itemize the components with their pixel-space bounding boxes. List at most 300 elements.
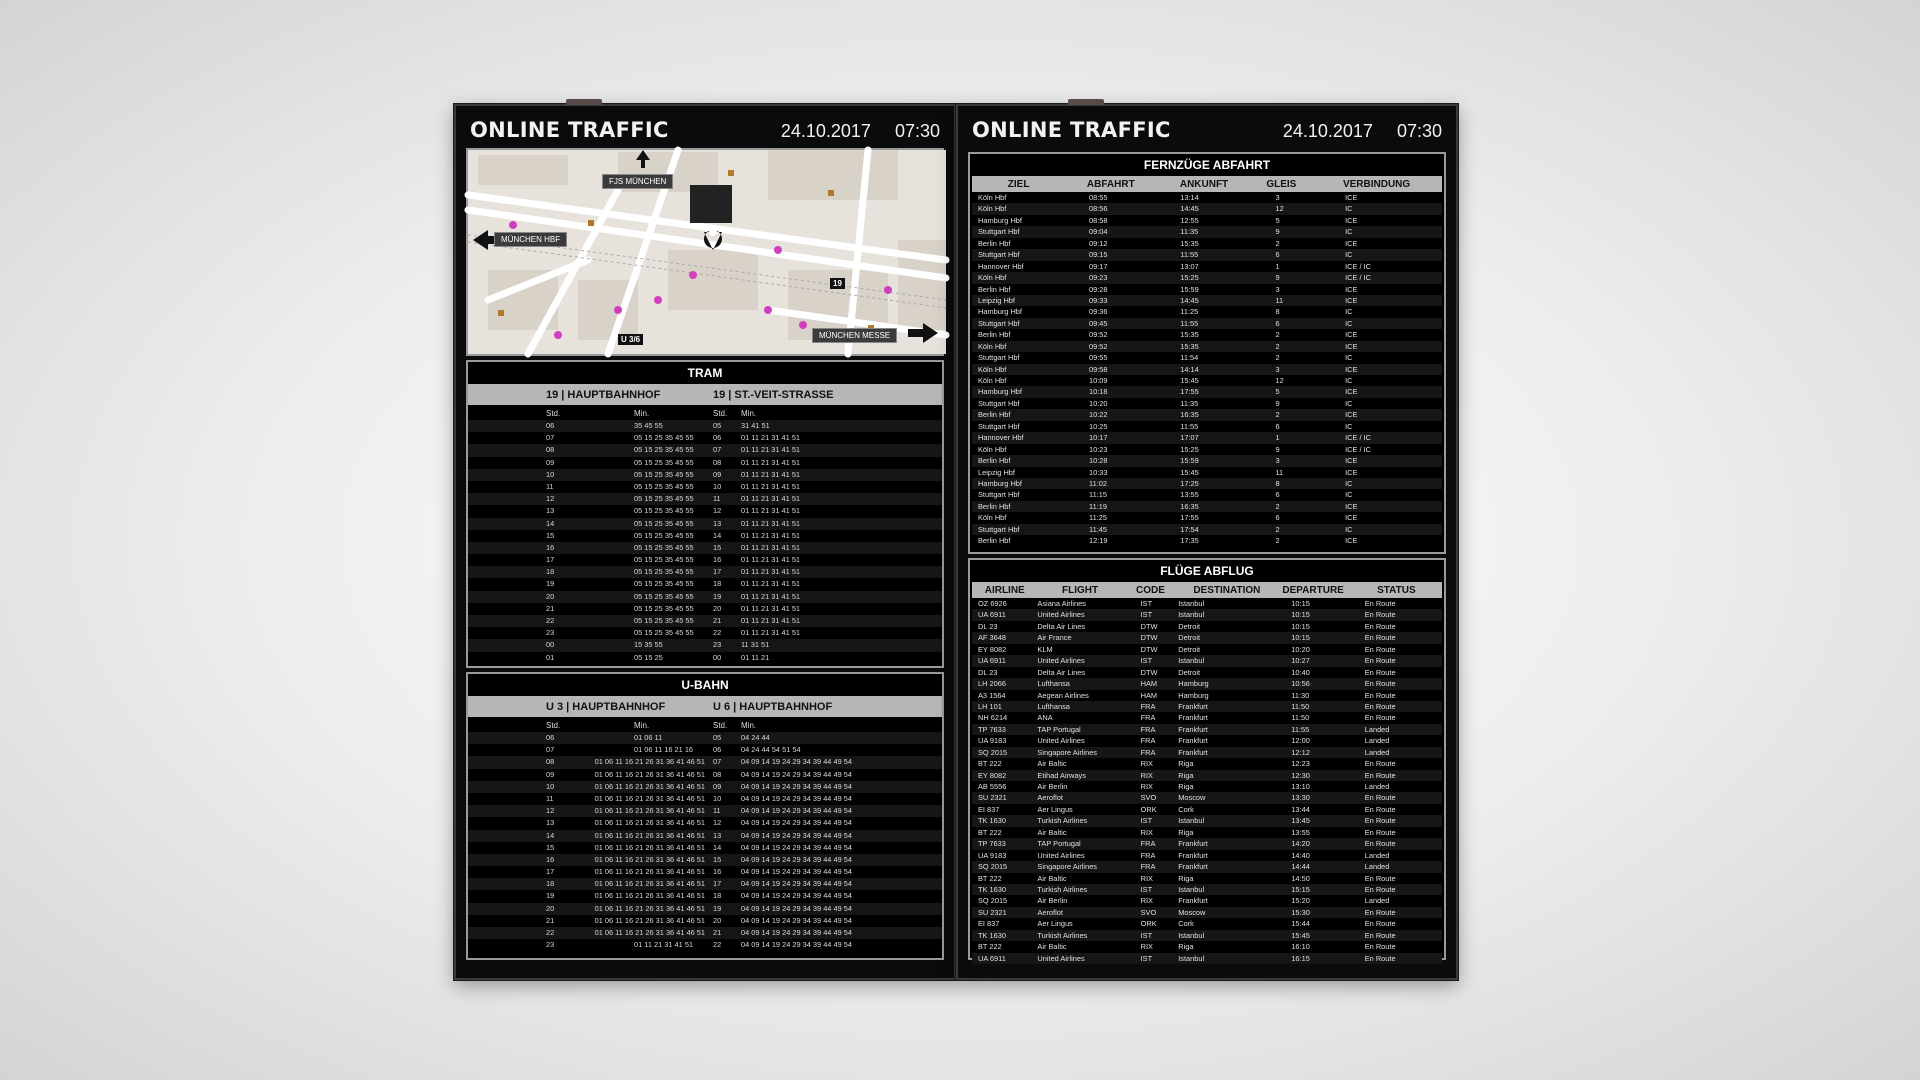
table-cell: TK 1630 [978, 816, 1006, 826]
minutes-cell: 05 15 25 35 45 55 [634, 457, 694, 467]
table-cell: FRA [1140, 713, 1156, 723]
table-cell: Hamburg [1178, 679, 1209, 689]
table-cell: 15:45 [1180, 467, 1199, 477]
timetable-row [705, 444, 942, 456]
table-cell: Landed [1364, 782, 1390, 791]
table-cell: SVO [1140, 793, 1157, 803]
table-row [972, 770, 1442, 781]
table-cell: IC [1345, 204, 1353, 214]
ubahn-title: U-BAHN [681, 678, 729, 692]
table-cell: Air Berlin [1037, 782, 1068, 791]
hour-cell: 16 [713, 555, 722, 565]
table-cell: TP 7633 [978, 724, 1006, 734]
timetable-row [468, 732, 705, 744]
hour-cell: 19 [713, 903, 722, 913]
table-cell: 2 [1275, 238, 1280, 248]
table-cell: BT 222 [978, 759, 1002, 769]
minutes-cell: 04 09 14 19 24 29 34 39 44 49 54 [741, 830, 852, 840]
minutes-cell: 01 11 21 31 41 51 [741, 433, 801, 443]
timetable-row [705, 578, 942, 590]
column-header: AIRLINE [984, 584, 1025, 596]
timetable-row [705, 903, 942, 915]
table-cell: Cork [1178, 804, 1194, 814]
city-map[interactable] [466, 148, 944, 356]
timetable-row [468, 915, 705, 927]
hour-cell: 21 [546, 603, 555, 613]
table-cell: DTW [1140, 667, 1158, 677]
table-cell: 15:30 [1291, 907, 1310, 917]
table-cell: Landed [1364, 724, 1390, 734]
minutes-cell: 01 06 11 16 21 26 31 36 41 46 51 [594, 879, 705, 889]
minutes-cell: 01 11 21 31 41 51 [741, 542, 801, 552]
timetable-row [705, 542, 942, 554]
minutes-cell: 04 09 14 19 24 29 34 39 44 49 54 [741, 867, 852, 877]
table-cell: Istanbul [1178, 599, 1205, 608]
table-cell: Stuttgart Hbf [978, 227, 1020, 237]
hour-cell: 16 [713, 867, 722, 877]
table-row [972, 598, 1442, 609]
table-cell: Moscow [1178, 907, 1206, 917]
map-graphic [468, 150, 946, 354]
min-label: Min. [634, 409, 650, 418]
table-cell: AF 3648 [978, 633, 1006, 643]
table-cell: En Route [1364, 816, 1396, 826]
table-row [972, 535, 1442, 546]
minutes-cell: 05 15 25 35 45 55 [634, 433, 694, 443]
minutes-cell: 01 06 11 16 21 26 31 36 41 46 51 [594, 830, 705, 840]
table-cell: TAP Portugal [1037, 724, 1081, 734]
timetable-row [468, 627, 705, 639]
table-cell: ICE [1345, 238, 1358, 248]
table-cell: FRA [1140, 724, 1156, 734]
table-cell: SQ 2015 [978, 862, 1008, 872]
timetable-row [705, 817, 942, 829]
minutes-cell: 01 06 11 16 21 26 31 36 41 46 51 [594, 867, 705, 877]
table-cell: IC [1345, 376, 1353, 385]
table-row [972, 609, 1442, 620]
table-row [972, 712, 1442, 723]
table-cell: Istanbul [1178, 656, 1205, 666]
table-cell: 5 [1275, 215, 1280, 225]
table-cell: Moscow [1178, 793, 1206, 803]
table-cell: IST [1140, 816, 1153, 826]
table-cell: IST [1140, 610, 1153, 620]
hour-cell: 18 [713, 579, 722, 589]
hour-cell: 17 [546, 867, 555, 877]
table-cell: AB 5556 [978, 782, 1007, 791]
timetable-row [705, 842, 942, 854]
timetable-row [705, 518, 942, 530]
table-cell: ICE [1345, 467, 1358, 477]
timetable-row [468, 756, 705, 768]
minutes-cell: 01 11 21 31 41 51 [741, 481, 801, 491]
timetable-row [705, 432, 942, 444]
table-cell: 13:45 [1291, 816, 1310, 826]
table-cell: 15:59 [1180, 284, 1199, 294]
table-cell: 2 [1275, 524, 1280, 534]
minutes-cell: 01 11 21 31 41 51 [741, 494, 801, 504]
table-cell: 10:15 [1291, 610, 1310, 620]
table-cell: 09:33 [1089, 295, 1108, 305]
timetable-row [468, 554, 705, 566]
table-cell: ICE / IC [1345, 444, 1371, 454]
timetable-row [468, 842, 705, 854]
table-cell: ICE [1345, 501, 1358, 511]
hour-cell: 00 [713, 652, 722, 662]
tram-left-column [468, 384, 705, 664]
hour-cell: 12 [713, 818, 722, 828]
table-cell: ICE [1345, 193, 1358, 202]
min-label: Min. [634, 721, 650, 730]
table-row [972, 215, 1442, 226]
hour-cell: 15 [546, 842, 555, 852]
table-cell: 10:56 [1291, 679, 1310, 689]
minutes-cell: 04 09 14 19 24 29 34 39 44 49 54 [741, 928, 852, 937]
table-cell: 16:10 [1291, 942, 1310, 952]
table-cell: En Route [1364, 839, 1396, 849]
minutes-cell: 05 15 25 35 45 55 [634, 530, 694, 540]
timetable-row [468, 566, 705, 578]
timetable-row [468, 542, 705, 554]
table-cell: ICE [1345, 330, 1358, 340]
hour-cell: 19 [713, 591, 722, 601]
timetable-row [468, 854, 705, 866]
table-cell: Köln Hbf [978, 193, 1007, 202]
table-row [972, 655, 1442, 666]
table-row [972, 747, 1442, 758]
table-cell: En Route [1364, 610, 1396, 620]
timetable-row [705, 566, 942, 578]
timetable-row [468, 639, 705, 651]
flights-title: FLÜGE ABFLUG [1160, 564, 1254, 578]
table-row [972, 341, 1442, 352]
minutes-cell: 05 15 25 35 45 55 [634, 555, 694, 565]
table-cell: 15:35 [1180, 238, 1199, 248]
table-cell: Hamburg Hbf [978, 478, 1022, 488]
table-cell: 16:35 [1180, 501, 1199, 511]
minutes-cell: 04 24 44 54 51 54 [741, 745, 801, 755]
table-cell: 2 [1275, 410, 1280, 420]
map-label-messe[interactable]: MÜNCHEN MESSE [812, 328, 897, 343]
table-row [972, 907, 1442, 918]
tram-left-rows [468, 420, 705, 664]
hour-cell: 14 [546, 518, 555, 528]
table-row [972, 953, 1442, 964]
table-cell: TK 1630 [978, 884, 1006, 894]
hour-cell: 08 [713, 769, 722, 779]
table-row [972, 306, 1442, 317]
table-cell: 15:15 [1291, 884, 1310, 894]
table-cell: 8 [1275, 307, 1280, 317]
table-row [972, 644, 1442, 655]
table-row [972, 398, 1442, 409]
minutes-cell: 01 11 21 31 41 51 [741, 518, 801, 528]
minutes-cell: 01 06 11 [634, 733, 663, 742]
table-cell: 11:35 [1180, 398, 1199, 408]
table-row [972, 667, 1442, 678]
ubahn-right-column [705, 696, 942, 951]
minutes-cell: 11 31 51 [741, 640, 770, 650]
table-cell: Köln Hbf [978, 273, 1007, 283]
table-cell: 11:55 [1180, 318, 1199, 328]
bezel-tab [1068, 99, 1104, 105]
table-cell: 9 [1275, 398, 1280, 408]
timetable-row [705, 505, 942, 517]
table-cell: Berlin Hbf [978, 330, 1011, 340]
table-cell: FRA [1140, 850, 1156, 860]
table-cell: Turkish Airlines [1037, 930, 1088, 940]
minutes-cell: 15 35 55 [634, 640, 663, 650]
table-cell: 10:09 [1089, 376, 1108, 385]
minutes-cell: 04 09 14 19 24 29 34 39 44 49 54 [741, 769, 852, 779]
column-header: DEPARTURE [1282, 584, 1344, 596]
hour-cell: 13 [713, 518, 722, 528]
ubahn-line-badge: U 3/6 [618, 334, 643, 345]
timetable-row [468, 432, 705, 444]
table-cell: IC [1345, 398, 1353, 408]
table-cell: ICE [1345, 513, 1358, 523]
table-cell: DTW [1140, 633, 1158, 643]
table-cell: SQ 2015 [978, 747, 1008, 757]
table-cell: Leipzig Hbf [978, 467, 1015, 477]
table-cell: Air Baltic [1037, 827, 1067, 837]
header-time: 07:30 [1396, 121, 1442, 141]
timetable-row [705, 781, 942, 793]
minutes-cell: 01 06 11 16 21 26 31 36 41 46 51 [594, 891, 705, 901]
table-cell: 10:28 [1089, 456, 1108, 466]
table-cell: Frankfurt [1178, 736, 1208, 746]
timetable-row [705, 732, 942, 744]
table-cell: Landed [1364, 736, 1390, 746]
table-cell: En Route [1364, 599, 1396, 608]
table-row [972, 478, 1442, 489]
timetable-row [705, 530, 942, 542]
table-cell: 11 [1275, 295, 1284, 305]
table-cell: IC [1345, 318, 1353, 328]
hour-cell: 17 [713, 567, 722, 577]
page-title: ONLINE TRAFFIC [470, 118, 669, 142]
table-cell: 11:02 [1089, 478, 1107, 488]
table-row [972, 632, 1442, 643]
table-cell: 9 [1275, 273, 1280, 283]
table-cell: 08:58 [1089, 215, 1108, 225]
table-cell: 11:50 [1291, 713, 1310, 723]
std-label: Std. [713, 409, 728, 418]
table-cell: Istanbul [1178, 953, 1205, 963]
table-cell: Frankfurt [1178, 850, 1208, 860]
hour-cell: 09 [713, 469, 722, 479]
timetable-row [468, 615, 705, 627]
timetable-row [468, 530, 705, 542]
table-cell: Istanbul [1178, 930, 1205, 940]
hour-cell: 11 [713, 494, 721, 504]
table-cell: 09:52 [1089, 330, 1108, 340]
trains-title: FERNZÜGE ABFAHRT [1143, 158, 1271, 172]
hour-cell: 19 [546, 891, 555, 901]
table-cell: 3 [1275, 284, 1280, 294]
table-cell: ICE [1345, 284, 1358, 294]
table-cell: EI 837 [978, 804, 1000, 814]
hour-cell: 15 [713, 542, 722, 552]
timetable-row [468, 939, 705, 951]
table-row [972, 261, 1442, 272]
table-cell: 11:15 [1089, 490, 1107, 500]
table-cell: Hamburg Hbf [978, 215, 1022, 225]
table-cell: 9 [1275, 444, 1280, 454]
minutes-cell: 01 11 21 31 41 51 [741, 579, 801, 589]
table-cell: IST [1140, 599, 1153, 608]
table-cell: OZ 6926 [978, 599, 1007, 608]
table-cell: Berlin Hbf [978, 410, 1011, 420]
table-cell: 11:54 [1180, 353, 1199, 363]
table-row [972, 455, 1442, 466]
table-cell: Stuttgart Hbf [978, 524, 1020, 534]
table-row [972, 444, 1442, 455]
table-cell: 11:19 [1089, 501, 1107, 511]
table-row [972, 838, 1442, 849]
minutes-cell: 04 24 44 [741, 733, 770, 742]
table-cell: Riga [1178, 759, 1194, 769]
hour-cell: 18 [713, 891, 722, 901]
table-cell: 5 [1275, 387, 1280, 397]
minutes-cell: 01 11 21 31 41 51 [741, 591, 801, 601]
table-row [972, 249, 1442, 260]
minutes-cell: 01 06 11 16 21 26 31 36 41 46 51 [594, 806, 705, 816]
table-cell: 10:40 [1291, 667, 1310, 677]
minutes-cell: 05 15 25 35 45 55 [634, 481, 694, 491]
table-cell: 10:23 [1089, 444, 1108, 454]
header-date: 24.10.2017 [780, 121, 871, 141]
table-cell: FRA [1140, 839, 1156, 849]
minutes-cell: 31 41 51 [741, 421, 770, 430]
minutes-cell: 01 11 21 31 41 51 [741, 555, 801, 565]
table-cell: Berlin Hbf [978, 284, 1011, 294]
table-row [972, 895, 1442, 906]
minutes-cell: 04 09 14 19 24 29 34 39 44 49 54 [741, 806, 852, 816]
table-cell: En Route [1364, 907, 1396, 917]
table-cell: En Route [1364, 667, 1396, 677]
table-cell: 15:45 [1291, 930, 1310, 940]
map-label-hbf[interactable]: MÜNCHEN HBF [494, 232, 567, 247]
table-row [972, 467, 1442, 478]
table-cell: IC [1345, 227, 1353, 237]
table-cell: 2 [1275, 341, 1280, 351]
column-header: FLIGHT [1062, 584, 1099, 596]
table-cell: 11:25 [1089, 513, 1107, 523]
hour-cell: 10 [546, 781, 555, 791]
minutes-cell: 01 11 21 31 41 51 [741, 603, 801, 613]
ubahn-right-rows [705, 732, 942, 951]
std-label: Std. [546, 409, 561, 418]
table-row [972, 873, 1442, 884]
minutes-cell: 01 06 11 16 21 26 31 36 41 46 51 [594, 793, 705, 803]
table-cell: United Airlines [1037, 953, 1085, 963]
table-cell: Stuttgart Hbf [978, 490, 1020, 500]
table-row [972, 701, 1442, 712]
hour-cell: 12 [713, 506, 722, 516]
table-cell: 17:54 [1180, 524, 1199, 534]
table-cell: 6 [1275, 250, 1280, 260]
table-cell: 09:15 [1089, 250, 1108, 260]
table-cell: 10:33 [1089, 467, 1108, 477]
table-cell: 2 [1275, 330, 1280, 340]
table-cell: United Airlines [1037, 736, 1085, 746]
table-cell: Detroit [1178, 621, 1201, 631]
table-cell: Turkish Airlines [1037, 884, 1088, 894]
table-cell: 11:50 [1291, 701, 1310, 711]
table-cell: LH 2066 [978, 679, 1006, 689]
tram-line-badge: 19 [830, 278, 845, 289]
table-row [972, 735, 1442, 746]
table-cell: 09:52 [1089, 341, 1108, 351]
table-row [972, 364, 1442, 375]
flights-panel [968, 558, 1446, 963]
table-cell: 13:14 [1180, 193, 1199, 202]
table-cell: BT 222 [978, 873, 1002, 883]
table-cell: 15:20 [1291, 896, 1310, 906]
minutes-cell: 05 15 25 35 45 55 [634, 579, 694, 589]
hour-cell: 17 [546, 555, 555, 565]
table-cell: Air Berlin [1037, 896, 1068, 906]
right-display [956, 104, 1458, 980]
table-cell: ORK [1140, 919, 1157, 929]
minutes-cell: 35 45 55 [634, 421, 663, 430]
table-row [972, 203, 1442, 214]
table-cell: 1 [1275, 433, 1280, 443]
minutes-cell: 05 15 25 35 45 55 [634, 445, 694, 455]
table-cell: DL 23 [978, 667, 998, 677]
minutes-cell: 04 09 14 19 24 29 34 39 44 49 54 [741, 915, 852, 925]
table-cell: Landed [1364, 850, 1390, 860]
timetable-row [468, 457, 705, 469]
table-cell: 3 [1275, 456, 1280, 466]
timetable-row [705, 866, 942, 878]
hour-cell: 20 [713, 915, 722, 925]
minutes-cell: 05 15 25 35 45 55 [634, 469, 694, 479]
table-cell: NH 6214 [978, 713, 1008, 723]
timetable-row [705, 639, 942, 651]
ubahn-timetable [466, 672, 944, 960]
table-cell: IC [1345, 524, 1353, 534]
table-cell: En Route [1364, 873, 1396, 883]
table-cell: FRA [1140, 701, 1156, 711]
table-cell: BT 222 [978, 942, 1002, 952]
table-row [972, 884, 1442, 895]
table-cell: RIX [1140, 873, 1153, 883]
table-cell: 08:56 [1089, 204, 1108, 214]
table-cell: 3 [1275, 193, 1280, 202]
table-cell: ICE [1345, 410, 1358, 420]
table-cell: Frankfurt [1178, 839, 1208, 849]
hour-cell: 09 [713, 781, 722, 791]
table-cell: 10:18 [1089, 387, 1108, 397]
table-row [972, 409, 1442, 420]
table-row [972, 804, 1442, 815]
hour-cell: 23 [713, 640, 722, 650]
table-row [972, 226, 1442, 237]
map-label-fjs[interactable]: FJS MÜNCHEN [602, 174, 673, 189]
table-cell: Detroit [1178, 633, 1201, 643]
table-cell: 14:14 [1180, 364, 1199, 374]
table-cell: 14:45 [1180, 204, 1199, 214]
timetable-row [705, 805, 942, 817]
table-cell: RIX [1140, 896, 1153, 906]
table-cell: 15:35 [1180, 341, 1199, 351]
table-cell: Berlin Hbf [978, 456, 1011, 466]
timetable-row [468, 444, 705, 456]
table-row [972, 930, 1442, 941]
hour-cell: 01 [546, 652, 555, 662]
